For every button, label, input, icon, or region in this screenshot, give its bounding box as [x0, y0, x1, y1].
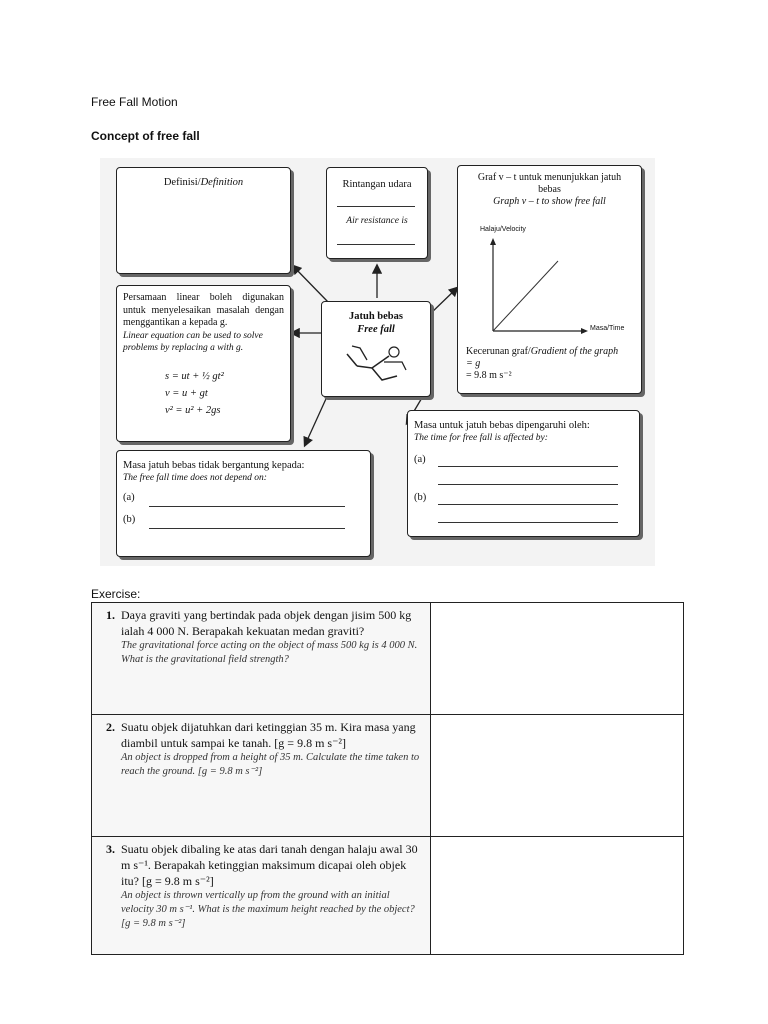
- linear-text-ms: Persamaan linear boleh digunakan untuk menyelesaikan masalah dengan menggantikan a kepada g.: [123, 292, 284, 328]
- exercise-number: 3.: [106, 842, 115, 856]
- not-depend-text-ms: Masa jatuh bebas tidak bergantung kepada:: [123, 460, 305, 471]
- equation-velocity: v = u + gt: [165, 388, 208, 399]
- not-depend-b-label: (b): [123, 514, 136, 525]
- exercise-question-cell: [92, 603, 431, 715]
- air-resistance-line-2: [337, 244, 415, 245]
- free-fall-label-ms: Jatuh bebas: [349, 311, 403, 322]
- affected-b-line-2: [438, 522, 618, 523]
- exercise-row: [92, 715, 684, 837]
- definition-label-en: Definition: [200, 177, 244, 188]
- graph-title-ms-1: Graf v – t untuk menunjukkan jatuh: [477, 172, 622, 183]
- exercise-question-ms: Suatu objek dibaling ke atas dari tanah dengan halaju awal 30 m s⁻¹. Berapakah ketinggian maksimum dicapai oleh objek itu? [g = 9.8 m s⁻²]: [121, 842, 418, 888]
- exercise-question-cell: [92, 715, 431, 837]
- affected-a-line-2: [438, 484, 618, 485]
- affected-b-label: (b): [414, 492, 427, 503]
- graph-box: [457, 165, 642, 394]
- section-heading: Concept of free fall: [91, 129, 200, 143]
- exercise-number: 1.: [106, 608, 115, 622]
- exercise-number: 2.: [106, 720, 115, 734]
- exercise-row: [92, 837, 684, 955]
- air-resistance-box: [326, 167, 428, 259]
- exercise-question-cell: [92, 837, 431, 955]
- gradient-eq-2: = 9.8 m s⁻²: [466, 370, 512, 381]
- velocity-time-graph: [488, 236, 588, 336]
- exercise-question-en: An object is dropped from a height of 35 m. Calculate the time taken to reach the ground. [g = 9.8 m s⁻²]: [121, 752, 420, 777]
- affected-box: [407, 410, 640, 537]
- linear-text-en: Linear equation can be used to solve problems by replacing a with g.: [123, 331, 263, 353]
- page-title: Free Fall Motion: [91, 95, 178, 109]
- equation-velocity-squared: v² = u² + 2gs: [165, 405, 221, 416]
- arrow-not-depend: [305, 390, 330, 445]
- exercise-table: [91, 602, 684, 955]
- air-resistance-label-ms: Rintangan udara: [342, 179, 412, 190]
- equation-displacement: s = ut + ½ gt²: [165, 371, 224, 382]
- free-fall-center-box: [321, 301, 431, 397]
- gradient-label-ms: Kecerunan graf/: [466, 346, 531, 357]
- not-depend-box: [116, 450, 371, 557]
- graph-x-axis-label: Masa/Time: [590, 325, 625, 332]
- exercise-question-en: The gravitational force acting on the object of mass 500 kg is 4 000 N. What is the gravitational field strength?: [121, 640, 418, 665]
- air-resistance-label-en: Air resistance is: [346, 216, 408, 226]
- graph-line: [493, 261, 558, 331]
- exercise-label: Exercise:: [91, 587, 141, 601]
- free-fall-label-en: Free fall: [357, 324, 395, 335]
- linear-equation-box: [116, 285, 291, 442]
- exercise-row: [92, 603, 684, 715]
- affected-a-line-1: [438, 466, 618, 467]
- graph-title-ms-2: bebas: [538, 184, 561, 195]
- not-depend-a-line: [149, 506, 345, 507]
- definition-box: [116, 167, 291, 274]
- affected-text-en: The time for free fall is affected by:: [414, 433, 548, 443]
- exercise-answer-cell[interactable]: [431, 837, 684, 955]
- affected-a-label: (a): [414, 454, 426, 465]
- graph-title-en: Graph v – t to show free fall: [493, 196, 606, 207]
- exercise-question-ms: Daya graviti yang bertindak pada objek dengan jisim 500 kg ialah 4 000 N. Berapakah kekuatan medan graviti?: [121, 608, 412, 638]
- not-depend-a-label: (a): [123, 492, 135, 503]
- gradient-label-en: Gradient of the graph: [530, 346, 619, 357]
- not-depend-b-line: [149, 528, 345, 529]
- arrow-definition: [293, 266, 329, 303]
- graph-y-axis-label: Halaju/Velocity: [480, 226, 526, 233]
- definition-label-ms: Definisi/: [163, 177, 201, 188]
- gradient-eq-1: = g: [466, 358, 481, 369]
- falling-person-icon: [342, 338, 412, 388]
- exercise-answer-cell[interactable]: [431, 603, 684, 715]
- arrow-graph: [429, 288, 457, 315]
- air-resistance-line-1: [337, 206, 415, 207]
- exercise-answer-cell[interactable]: [431, 715, 684, 837]
- affected-text-ms: Masa untuk jatuh bebas dipengaruhi oleh:: [414, 420, 590, 431]
- exercise-question-en: An object is thrown vertically up from the ground with an initial velocity 30 m s⁻¹. What is the maximum height reached by the object? [g = 9.8 m s⁻²]: [121, 890, 415, 929]
- not-depend-text-en: The free fall time does not depend on:: [123, 473, 267, 483]
- exercise-question-ms: Suatu objek dijatuhkan dari ketinggian 35 m. Kira masa yang diambil untuk sampai ke tanah. [g = 9.8 m s⁻²]: [121, 720, 416, 750]
- affected-b-line-1: [438, 504, 618, 505]
